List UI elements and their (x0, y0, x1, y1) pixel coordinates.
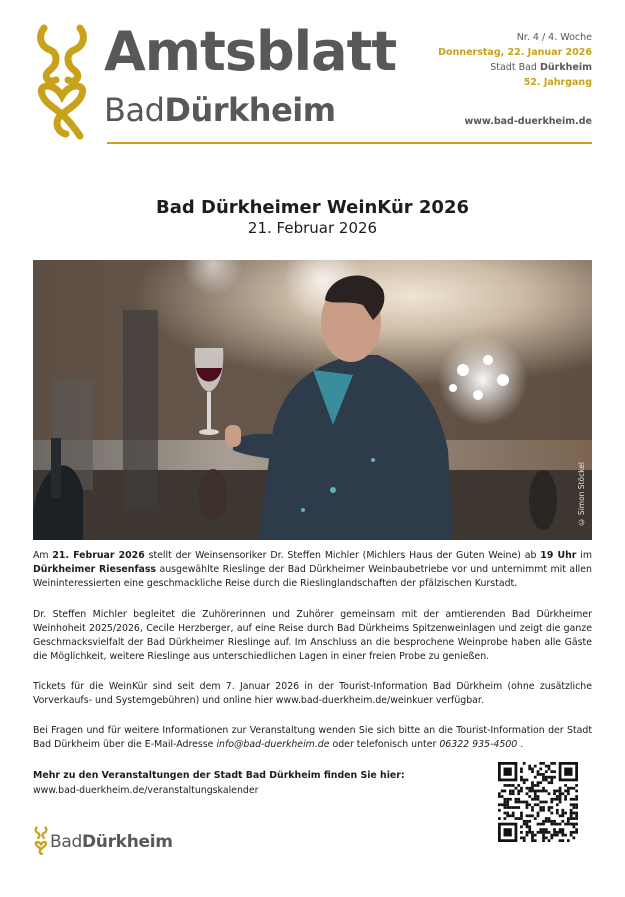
photo-credit: © Simon Stöckel (577, 461, 586, 526)
issue-number: Nr. 4 / 4. Woche (516, 32, 592, 43)
bad-duerkheim-logo-icon (36, 22, 88, 142)
qr-code-icon[interactable] (498, 762, 578, 842)
article-headline: Bad Dürkheimer WeinKür 2026 (155, 197, 469, 218)
article-paragraph-4: Bei Fragen und für weitere Informationen zur Veranstaltung wenden Sie sich bitte an die Tourist-Information der Stadt Bad Dürkheim über die E-Mail-Adresse info@bad-duerkheim.de oder telefonisch unter 06322 935-4500 . (33, 725, 592, 750)
article-paragraph-2: Dr. Steffen Michler begleitet die Zuhörerinnen und Zuhörer gemeinsam mit der amtierenden Bad Dürkheimer Weinhoheit 2025/2026, Cecile Herzberger, auf eine Reise durch Bad Dürkheims Spitzenweinlagen und zeigt die ganze Geschmacksvielfalt der Bad Dürkheimer Rieslinge auf. Im Anschluss an die besprochene Weinprobe haben alle Gäste die Möglichkeit, weitere Rieslinge aus unterschiedlichen Lagen in einer freien Probe zu genießen. (33, 609, 592, 662)
article-paragraph-1: Am 21. Februar 2026 stellt der Weinsensoriker Dr. Steffen Michler (Michlers Haus der Guten Weine) ab 19 Uhr im Dürkheimer Riesenfass ausgewählte Rieslinge der Bad Dürkheimer Weinbaubetriebe vor und unternimmt mit allen Weininteressierten eine geschmackliche Reise durch die Rieslinglandschaften der pfälzischen Kurstadt. (33, 550, 592, 589)
article-photo (33, 260, 592, 540)
more-info-heading: Mehr zu den Veranstaltungen der Stadt Bad Dürkheim finden Sie hier: (33, 770, 405, 781)
more-info (33, 768, 405, 798)
event-calendar-link[interactable]: www.bad-duerkheim.de/veranstaltungskalender (33, 785, 259, 796)
footer-logo-icon (33, 826, 49, 856)
masthead-subtitle: BadDürkheim (104, 91, 336, 129)
phone-number[interactable]: 06322 935-4500 (439, 739, 518, 750)
header-divider (107, 142, 592, 144)
issue-date: Donnerstag, 22. Januar 2026 (438, 47, 592, 58)
volume: 52. Jahrgang (523, 77, 592, 88)
masthead-title: Amtsblatt (104, 20, 397, 83)
email-link[interactable]: info@bad-duerkheim.de (216, 739, 330, 750)
publisher: Stadt Bad Dürkheim (490, 62, 592, 73)
issue-meta (438, 30, 592, 90)
website-link[interactable]: www.bad-duerkheim.de (464, 116, 592, 127)
footer-logo-text: BadDürkheim (50, 832, 173, 852)
article-subheadline: 21. Februar 2026 (247, 219, 378, 237)
article-paragraph-3: Tickets für die WeinKür sind seit dem 7. Januar 2026 in der Tourist-Information Bad Dürkheim (ohne zusätzliche Vorverkaufs- und Systemgebühren) und online hier www.bad-duerkheim.de/weinkuer verfügbar. (33, 681, 592, 706)
